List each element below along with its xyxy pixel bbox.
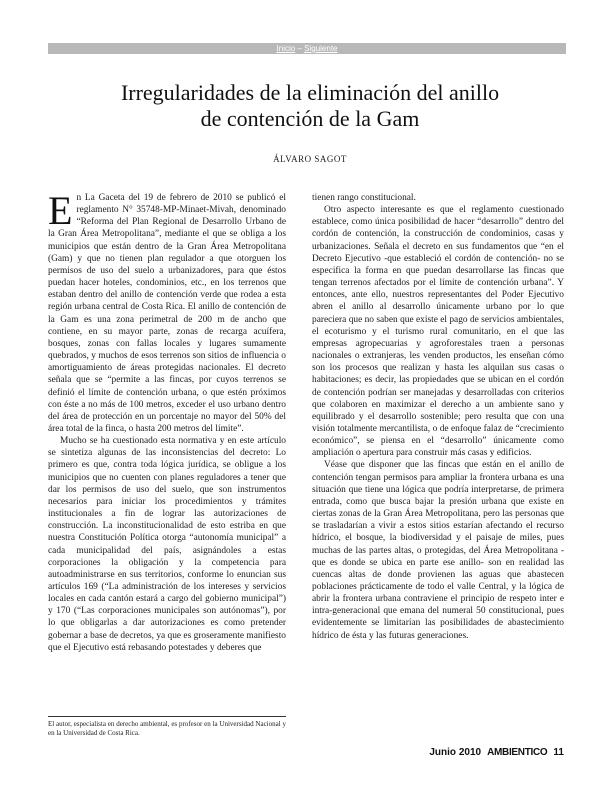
drop-cap: E	[48, 188, 73, 233]
nav-separator: –	[297, 44, 302, 53]
paragraph-5: Véase que disponer que las fincas que están en el anillo de contención tengan permisos para ampliar la frontera urbana es una situación que tiene una lógica que podría interpretarse, de primera entrada, como que busca bajar la presión urbana que existe en ciertas zonas de la Gran Área Metropolitana, pero las personas que se trasladarían a vivir a estos sitios estarían afectando el recurso hídrico, el bosque, la biodiversidad y el paisaje de miles, pues muchas de las partes altas, o protegidas, del Área Metropolitana -que es donde se ubica en parte ese anillo- son en realidad las cuencas altas de donde provienen las aguas que abastecen poblaciones prácticamente de todo el valle Central, y la lógica de abrir la frontera urbana contraviene el principio de respeto inter e intra-generacional que emana del numeral 50 constitucional, pues evidentemente se limitarían las posibilidades de abastecimiento hídrico de ésta y las futuras generaciones.	[312, 460, 564, 641]
magazine-logo: AMBIENTICO	[487, 747, 548, 758]
paragraph-2: Mucho se ha cuestionado esta normativa y en este artículo se sintetiza algunas de las inconsistencias del decreto: Lo primero es que, contra toda lógica jurídica, se obligue a los municipios que no cuenten con planes reguladores a tener que dar los permisos de uso del suelo, que son instrumentos necesarios para iniciar los procedimientos y trámites institucionales a fin de lograr las autorizaciones de construcción. La inconstitucionalidad de esto estriba en que nuestra Constitución Política otorga “autonomía municipal” a cada municipalidad del país, asignándoles a estas corporaciones la obligación y la competencia para autoadministrarse en sus territorios, conforme lo enuncian sus artículos 169 (“La administración de los intereses y servicios locales en cada cantón estará a cargo del gobierno municipal”) y 170 (“Las corporaciones municipales son autónomas”), por lo que obligarlas a dar autorizaciones es como pretender gobernar a base de decretos, ya que es groseramente manifiesto que el Ejecutivo está rebasando potestades y deberes que	[48, 436, 286, 653]
nav-bar	[48, 43, 566, 54]
page-footer	[429, 747, 564, 758]
article-title	[60, 80, 560, 132]
paragraph-4: Otro aspecto interesante es que el reglamento cuestionado establece, como única posibilidad de hacer “desarrollo” dentro del cordón de contención, la construcción de condominios, casas y urbanizaciones. Señala el decreto en sus fundamentos que “en el Decreto Ejecutivo -que estableció el cordón de contención- no se especifica la forma en que puedan desarrollarse las fincas que tengan terrenos afectados por el límite de contención urbana”. Y entonces, ante ello, nuestros representantes del Poder Ejecutivo abren el anillo al desarrollo únicamente urbano por lo que pareciera que no saben que existe el pago de servicios ambientales, el ecoturismo y el turismo rural comunitario, en el que las empresas agropecuarias y agroforestales traen a personas nacionales o extranjeras, les venden productos, les enseñan cómo son los procesos que realizan y hasta les alquilan sus casas o habitaciones; es decir, las propiedades que se ubican en el cordón de contención podrían ser manejadas y desarrolladas con criterios que colaboren en maximizar el derecho a un ambiente sano y equilibrado y el desarrollo sostenible; pero resulta que con una visión totalmente mercantilista, o de enfoque falaz de “crecimiento económico”, se piensa en el “desarrollo” únicamente como ampliación o apertura para construir más casas y edificios.	[312, 205, 564, 459]
right-column	[312, 192, 564, 642]
paragraph-1-text: n La Gaceta del 19 de febrero de 2010 se publicó el reglamento N° 35748-MP-Minaet-Mivah, denominado “Reforma del Plan Regional de Desarrollo Urbano de la Gran Área Metropolitana”, mediante el que se obliga a los municipios que están dentro de la Gran Área Metropolitana (Gam) y que no tienen plan regulador a que otorguen los permisos de uso del suelo a urbanizadores, para que éstos puedan hacer hoteles, condominios, etc., en los terrenos que estaban dentro del anillo de contención verde que rodea a esta región urbana central de Costa Rica. El anillo de contención de la Gam es una zona perimetral de 200 m de ancho que contiene, en su mayor parte, zonas de recarga acuífera, bosques, zonas con fallas locales y lugares sumamente quebrados, y muchos de esos terrenos son sitios de influencia o amortiguamiento de áreas protegidas nacionales. El decreto señala que se “permite a las fincas, por cuyos terrenos se definió el límite de contención urbana, o que estén próximos con éste a no más de 100 metros, exceder el uso urbano dentro del área de protección en un porcentaje no mayor del 50% del área total de la finca, o hasta 200 metros del límite”.	[48, 193, 286, 434]
siguiente-link[interactable]: Siguiente	[304, 44, 338, 53]
footnote: El autor, especialista en derecho ambiental, es profesor en la Universidad Nacional y en la Universidad de Costa Rica.	[48, 720, 286, 737]
left-column	[48, 188, 286, 654]
article-author: ÁLVARO SAGOT	[273, 154, 347, 164]
footnote-divider	[48, 716, 286, 717]
title-line-1: Irregularidades de la eliminación del anillo	[120, 80, 500, 105]
title-line-2: de contención de la Gam	[200, 106, 420, 131]
page-number: 11	[553, 747, 564, 758]
issue-date: Junio 2010	[429, 747, 482, 758]
paragraph-1	[48, 188, 286, 435]
paragraph-3: tienen rango constitucional.	[312, 193, 416, 203]
inicio-link[interactable]: Inicio	[276, 44, 296, 53]
